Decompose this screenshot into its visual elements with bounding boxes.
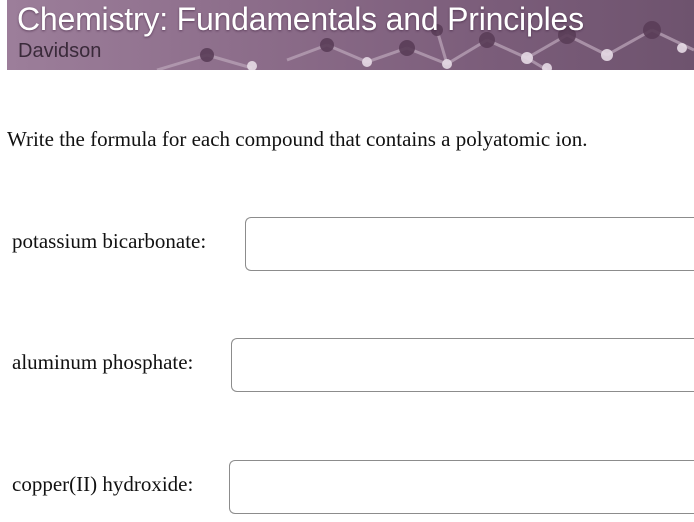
answer-input-aluminum-phosphate[interactable] (231, 338, 694, 392)
question-label-aluminum-phosphate: aluminum phosphate: (12, 350, 194, 374)
answer-input-copper-ii-hydroxide[interactable] (229, 460, 694, 514)
question-label-potassium-bicarbonate: potassium bicarbonate: (12, 229, 207, 253)
answer-input-potassium-bicarbonate[interactable] (245, 217, 694, 271)
book-title: Chemistry: Fundamentals and Principles (17, 1, 584, 37)
book-banner (7, 0, 694, 70)
question-label-copper-ii-hydroxide: copper(II) hydroxide: (12, 472, 194, 496)
book-author: Davidson (18, 40, 102, 62)
question-instructions: Write the formula for each compound that contains a polyatomic ion. (7, 127, 588, 151)
